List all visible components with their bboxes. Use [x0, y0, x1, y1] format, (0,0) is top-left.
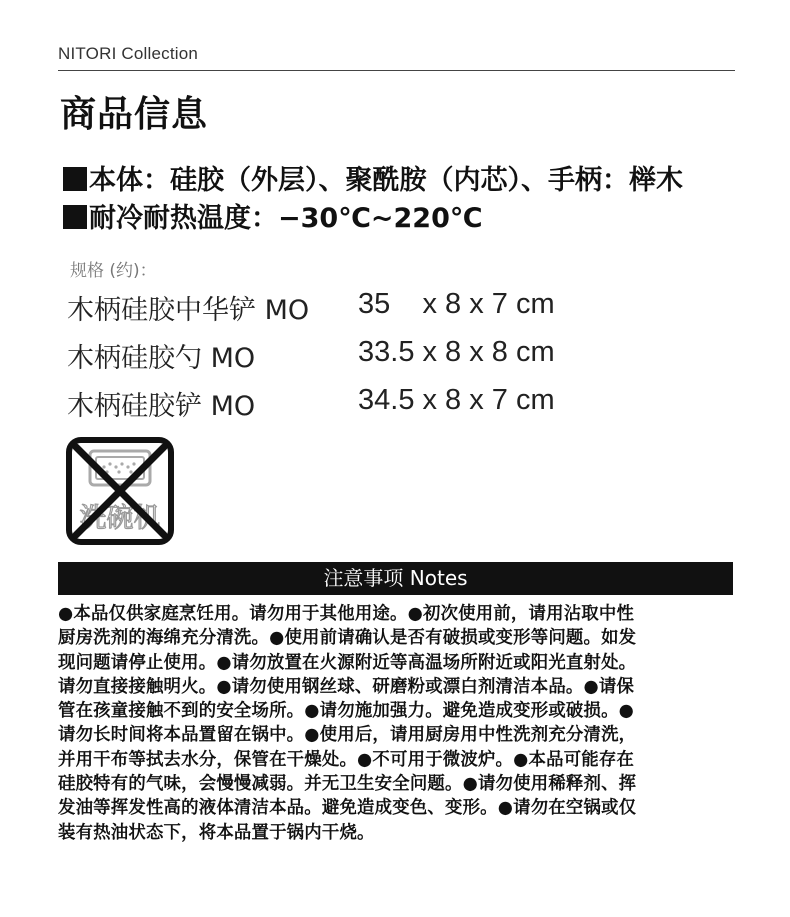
no-dishwasher-icon — [66, 437, 174, 545]
product-dimensions: 34.5 x 8 x 7 cm — [358, 384, 555, 416]
notes-line: 管在孩童接触不到的安全场所。●请勿施加强力。避免造成变形或破损。● — [58, 701, 635, 722]
product-name: 木柄硅胶中华铲 MO — [67, 295, 310, 326]
bullet-square — [63, 205, 87, 229]
notes-line: 硅胶特有的气味，会慢慢减弱。并无卫生安全问题。●请勿使用稀释剂、挥 — [58, 774, 637, 795]
notes-line: 请勿直接接触明火。●请勿使用钢丝球、研磨粉或漂白剂清洁本品。●请保 — [58, 676, 635, 697]
size-row — [67, 288, 707, 328]
top-divider — [58, 70, 735, 71]
icon-caption: 洗碗机 — [79, 503, 161, 534]
notes-line: 装有热油状态下，将本品置于锅内干烧。 — [58, 822, 375, 843]
product-name: 木柄硅胶铲 MO — [67, 391, 256, 422]
notes-line: ●本品仅供家庭烹饪用。请勿用于其他用途。●初次使用前，请用沾取中性 — [58, 604, 635, 624]
notes-line: 请勿长时间将本品置留在锅中。●使用后，请用厨房用中性洗剂充分清洗， — [58, 725, 637, 746]
brand-label: NITORI Collection — [58, 44, 199, 63]
size-row — [67, 336, 707, 376]
spec-temperature — [63, 196, 483, 235]
notes-body — [58, 602, 738, 845]
spec-temperature-text: 耐冷耐热温度：−30℃~220℃ — [89, 203, 483, 234]
notes-heading-bar — [58, 562, 733, 595]
size-row — [67, 384, 707, 424]
notes-line: 并用干布等拭去水分，保管在干燥处。●不可用于微波炉。●本品可能存在 — [58, 749, 635, 770]
page-title: 商品信息 — [60, 94, 209, 135]
notes-line: 厨房洗剂的海绵充分清洗。●使用前请确认是否有破损或变形等问题。如发 — [58, 628, 637, 649]
product-name: 木柄硅胶勺 MO — [67, 343, 256, 374]
notes-line: 现问题请停止使用。●请勿放置在火源附近等高温场所附近或阳光直射处。 — [58, 652, 637, 673]
product-dimensions: 33.5 x 8 x 8 cm — [358, 336, 555, 368]
notes-line: 发油等挥发性高的液体清洁本品。避免造成变色、变形。●请勿在空锅或仅 — [58, 798, 637, 819]
spec-material-text: 本体：硅胶（外层）、聚酰胺（内芯）、手柄：榉木 — [89, 165, 683, 196]
size-label: 规格 (约)： — [70, 261, 157, 281]
bullet-square — [63, 167, 87, 191]
notes-heading: 注意事项 Notes — [323, 566, 468, 590]
spec-material — [63, 158, 683, 197]
product-dimensions: 35 x 8 x 7 cm — [358, 288, 555, 320]
